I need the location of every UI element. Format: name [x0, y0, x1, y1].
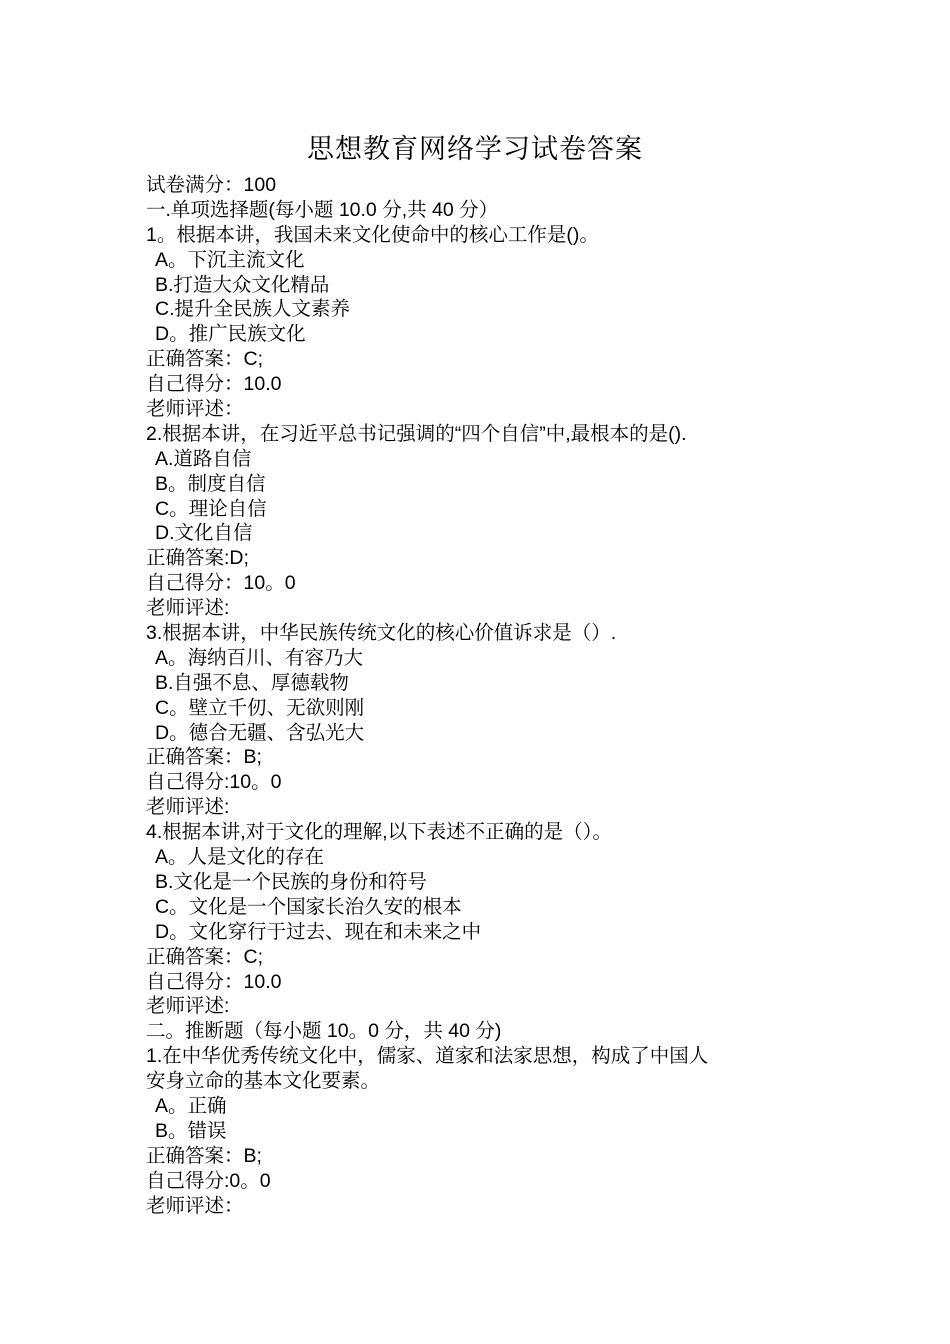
- document-title: 思想教育网络学习试卷答案: [307, 134, 643, 165]
- document-body: [146, 173, 816, 1218]
- option-a: A。人是文化的存在: [155, 846, 325, 869]
- option-d: D.文化自信: [155, 522, 253, 545]
- option-c: C。理论自信: [155, 497, 267, 520]
- teacher-comment: 老师评述:: [146, 796, 230, 819]
- option-b: B.文化是一个民族的身份和符号: [155, 870, 427, 893]
- teacher-comment: 老师评述：: [146, 398, 244, 421]
- option-a: A。正确: [155, 1094, 227, 1117]
- option-c: C。壁立千仞、无欲则刚: [155, 696, 365, 719]
- own-score: 自己得分:0。0: [146, 1169, 271, 1192]
- correct-answer: 正确答案：C;: [146, 945, 264, 968]
- own-score: 自己得分：10.0: [146, 970, 282, 993]
- option-b: B。错误: [155, 1119, 227, 1142]
- question-stem-continued: 安身立命的基本文化要素。: [146, 1070, 381, 1093]
- teacher-comment: 老师评述:: [146, 597, 230, 620]
- question-stem: 1。根据本讲，我国未来文化使命中的核心工作是()。: [146, 223, 599, 246]
- correct-answer: 正确答案：C;: [146, 348, 264, 371]
- option-b: B。制度自信: [155, 472, 266, 495]
- option-b: B.打造大众文化精品: [155, 273, 330, 296]
- correct-answer: 正确答案:D;: [146, 547, 249, 570]
- correct-answer: 正确答案：B;: [146, 746, 262, 769]
- teacher-comment: 老师评述：: [146, 1194, 244, 1217]
- own-score: 自己得分：10。0: [146, 572, 296, 595]
- option-d: D。德合无疆、含弘光大: [155, 721, 365, 744]
- section-heading-single-choice: 一.单项选择题(每小题 10.0 分,共 40 分）: [146, 198, 499, 221]
- teacher-comment: 老师评述:: [146, 995, 230, 1018]
- question-stem: 2.根据本讲，在习近平总书记强调的“四个自信”中,最根本的是().: [146, 422, 687, 445]
- option-c: C。文化是一个国家长治久安的根本: [155, 895, 462, 918]
- question-stem: 4.根据本讲,对于文化的理解,以下表述不正确的是（）。: [146, 821, 612, 844]
- option-d: D。推广民族文化: [155, 323, 306, 346]
- full-score: 试卷满分：100: [146, 174, 277, 196]
- option-a: A。海纳百川、有容乃大: [155, 646, 364, 669]
- correct-answer: 正确答案：B;: [146, 1144, 262, 1167]
- option-d: D。文化穿行于过去、现在和未来之中: [155, 920, 482, 943]
- question-stem: 3.根据本讲，中华民族传统文化的核心价值诉求是（）.: [146, 622, 617, 645]
- own-score: 自己得分:10。0: [146, 771, 282, 794]
- option-b: B.自强不息、厚德载物: [155, 671, 349, 694]
- own-score: 自己得分：10.0: [146, 373, 282, 396]
- option-a: A。下沉主流文化: [155, 248, 305, 271]
- question-stem: 1.在中华优秀传统文化中，儒家、道家和法家思想，构成了中国人: [146, 1045, 709, 1068]
- option-c: C.提升全民族人文素养: [155, 298, 351, 321]
- option-a: A.道路自信: [155, 447, 252, 470]
- section-heading-judgment: 二。推断题（每小题 10。0 分，共 40 分): [146, 1020, 502, 1043]
